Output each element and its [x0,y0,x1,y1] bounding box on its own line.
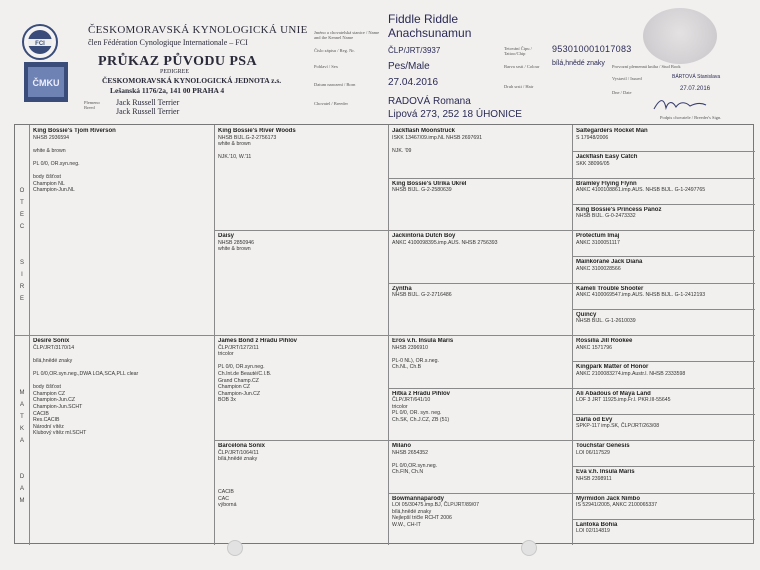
ancestor-detail: Grand Champ.CZ [218,377,259,384]
ancestor-name: King Bossie's River Woods [218,128,296,134]
ancestor-detail: ČLP/JRT/1272/11 [218,344,259,351]
ancestor-name: Myrmidon Jack Nimbo [576,495,641,502]
ancestor-gen4 [576,443,751,465]
dob-label: Datum narození / Born [314,82,356,87]
ancestor-detail [392,456,568,463]
grid-line [572,519,755,520]
ancestor-name: King Bossie's Princess Panoz [576,206,662,213]
ancestor-name: Jackflash Easy Catch [576,154,638,161]
ancestor-detail: S 17948/2006 [576,134,609,141]
breed-label-en: Breed [84,105,95,110]
ancestor-detail: Champion CZ [218,384,251,391]
ancestor-detail: Ch.FIN, Ch.N [392,469,424,476]
ancestor-name: Desire Sonix [33,338,70,344]
ancestor-name: Barcelona Sonix [218,443,266,449]
ancestor-gen4 [576,233,751,255]
ancestor-detail: Ch.NL, Ch.B [392,364,422,371]
grid-line [572,178,755,179]
grid-line [572,283,755,284]
grid-line [572,230,755,231]
ancestor-detail [218,148,384,155]
ancestor-detail [392,141,568,148]
ancestor-gen4 [576,207,751,229]
date-value: 27.07.2016 [680,86,711,92]
ancestor-name: King Bossie's Tjom Riverson [33,128,116,134]
ancestor-gen4 [576,181,751,203]
sex-label: Pohlaví / Sex [314,64,339,69]
ancestor-gen4 [576,259,751,281]
ancestor-gen4 [576,312,751,334]
cmku-logo-text: ČMKU [32,78,60,88]
ancestor-name: Quincy [576,311,597,318]
reg-label: Číslo zápisu / Reg. Nr. [314,48,355,53]
ancestor-gen3 [392,128,568,177]
ancestor-detail: NHSB 2396910 [392,344,429,351]
breed-label [84,100,100,110]
signature-icon [650,96,710,114]
fci-cmku-logo-icon [18,22,74,106]
sex-value: Pes/Male [388,61,430,72]
ancestor-detail: NJK. '09 [392,147,412,154]
ancestor-detail: LOF 3 JRT 11925.imp.Fr.l. PKR.III-55645 [576,397,671,404]
ancestor-detail: PL 0/0, OR.syn.neg. [218,364,265,371]
ancestor-detail: Klubový vítěz ml.SCHT [33,430,87,437]
breeder-name: RADOVÁ Romana [388,96,471,107]
ancestor-name: Kameli Trouble Shooter [576,285,644,292]
ancestor-detail: NHSB BIJL. G-2-2580639 [392,187,452,194]
ancestor-detail: PL 0/0,OR.syn.neg.,DWA LOA,SCA,PLL clear [33,370,139,377]
chip-value: 953010001017083 [552,44,632,54]
ancestor-detail: LOI 02/114819 [576,528,610,535]
ancestor-gen1 [33,338,210,544]
ancestor-detail: PL 0/0, OR.syn.neg. [33,160,80,167]
ancestor-name: Protectum Imaj [576,233,620,239]
ancestor-detail: ČLP/JRT/641/10 [392,397,431,404]
ancestor-gen3 [392,443,568,492]
ancestor-gen4 [576,391,751,413]
ancestor-detail: Ch.Int.de Beauté/C.I.B. [218,370,272,377]
ancestor-detail: SPKP-117 imp.SK, ČLP/JRT/263/08 [576,423,660,430]
doc-subtitle: PEDIGREE [160,69,189,75]
ancestor-detail: IS 52941/2005, ANKC 2100065337 [576,502,658,509]
ancestor-gen2 [218,233,384,334]
ancestor-detail: PL 0/0,OR.syn.neg. [392,462,438,469]
ancestor-detail: ANKC 4100069547.imp.AUS. NHSB BIJL. G-1-2412193 [576,292,706,299]
breed-label-cz: Plemeno [84,100,100,105]
ancestor-name: Ali Abadous of Maya Land [576,390,651,397]
ancestor-detail: Champion-Jun.CZ [33,397,76,404]
ancestor-gen2 [218,443,384,544]
studbook-label: Provozní plemenná kniha / Stud Book [612,64,681,69]
ancestor-name: James Bond z Hradu Pihlov [218,338,298,344]
ancestor-detail: ISKK 13467/09.imp.NL NHSB 2697691 [392,134,483,141]
ancestor-detail: Champion-Jun.NL [33,187,75,194]
ancestor-gen4 [576,286,751,308]
ancestor-gen3 [392,181,568,230]
ancestor-detail [33,141,210,148]
dog-name-1: Fiddle Riddle [388,12,459,26]
ancestor-detail: ANKC 4100108861.imp.AUS. NHSB BIJL. G-1-2497765 [576,187,706,194]
side-label-dam: M A T K A D A M [19,390,25,504]
ancestor-name: Kingpark Matter of Honor [576,364,649,371]
grid-line [572,493,755,494]
ancestor-gen3 [392,391,568,440]
ancestor-gen2 [218,338,384,439]
name-label: Jméno a chovatelská stanice / Name and the Kennel Name [314,30,380,40]
ancestor-gen3 [392,286,568,335]
ancestor-gen3 [392,233,568,282]
ancestor-detail: ČLP/JRT/3170/14 [33,344,75,351]
ancestor-detail: Národní vítěz [33,423,64,430]
date-label: Dne / Date [612,90,632,95]
ancestor-detail: CACIB [218,489,234,496]
grid-line [572,388,755,389]
ancestor-detail: ANKC 2100083274.imp.Austr.l. NHSB 2333598 [576,370,686,377]
grid-line [572,204,755,205]
ancestor-detail: NHSB 2654352 [392,449,429,456]
grid-line [572,335,755,336]
ancestor-detail: LOI 06/117529 [576,449,610,456]
breeder-label: Chovatel / Breeder [314,101,348,106]
ancestor-detail: CACIB [33,410,49,417]
breed-value [116,98,179,116]
color-value: bílá,hnědé znaky [552,60,605,67]
ancestor-detail [218,483,384,490]
ancestor-detail: NHSB 2850946 [218,239,255,246]
ancestor-detail: bílá,hnědé znaky [392,508,432,515]
dog-name-2: Anachsunamun [388,26,472,40]
ancestor-name: Bowmannaparody [392,495,445,502]
pedigree-table [14,124,754,544]
ancestor-detail: NJK.'10, W.'11 [218,154,252,161]
ancestor-gen2 [218,128,384,229]
grid-line [572,309,755,310]
issued-label: Vystavil / Issued [612,76,642,81]
ancestor-detail [33,364,210,371]
ancestor-gen4 [576,496,751,518]
ancestor-name: Milano [392,443,411,449]
ancestor-detail [33,168,210,175]
ancestor-name: Daisy [218,233,235,239]
ancestor-detail [218,358,384,365]
ancestor-name: Jackflash Moonstruck [392,128,456,134]
org-member: člen Fédération Cynologique Internationale – FCI [88,38,248,47]
grid-line [15,335,29,336]
grid-line [572,440,755,441]
ancestor-name: Jackintoria Dutch Boy [392,233,456,239]
ancestor-detail: NHSB BIJL.G-2-2756173 [218,134,277,141]
ancestor-name: Zyntha [392,285,412,292]
ancestor-detail: body čišťost [33,174,61,181]
ancestor-name: Eros v.h. Insula Maris [392,338,454,344]
grid-line [572,256,755,257]
issued-value: BÁRTOVÁ Stanislava [672,74,721,80]
breed-value-en: Jack Russell Terrier [116,107,180,116]
breeder-address: Lipová 273, 252 18 ÚHONICE [388,109,522,120]
ancestor-detail [33,378,210,385]
ancestor-detail: ANKC 3100028566 [576,265,621,272]
ancestor-detail: Champion CZ [33,390,66,397]
ancestor-detail: Res.CACIB [33,417,60,424]
ancestor-detail: body čišťost [33,384,61,391]
doc-title: PRŮKAZ PŮVODU PSA [98,54,257,69]
ancestor-detail: výborná [218,502,237,509]
ancestor-name: Bramley Flying Flynn [576,180,637,187]
ancestor-detail: ANKC 1571796 [576,344,613,351]
ancestor-name: Mainkorane Jack Diana [576,259,643,266]
reg-value: ČLP/JRT/3937 [388,46,441,55]
official-stamp-icon [643,8,717,64]
ancestor-detail: white & brown [33,147,66,154]
ancestor-name: Eva v.h. Insula Maris [576,469,635,476]
ancestor-gen1 [33,128,210,334]
ancestor-gen3 [392,496,568,545]
fci-logo-text: FCI [35,41,45,47]
ancestor-gen4 [576,154,751,176]
ancestor-detail: ČLP/JRT/1064/11 [218,449,259,456]
ancestor-gen4 [576,338,751,360]
ancestor-gen3 [392,338,568,387]
punch-hole [227,540,243,556]
ancestor-detail: PL-0 NL), OR.s.neg. [392,357,439,364]
ancestor-detail: LOI 05/30475.imp.BJ, ČLP/JRT/89/07 [392,502,479,509]
club-address: Lešanská 1176/2a, 141 00 PRAHA 4 [110,86,225,95]
ancestor-name: Rossilia Jill Rookee [576,338,633,344]
ancestor-name: King Bossie's Ulrika Ukrel [392,180,467,187]
punch-hole [521,540,537,556]
ancestor-detail: bílá,hnědé znaky [218,456,258,463]
ancestor-gen4 [576,364,751,386]
ancestor-detail [33,154,210,161]
ancestor-detail [218,469,384,476]
ancestor-detail: bílá,hnědé znaky [33,357,73,364]
ancestor-name: Lantoka Bohia [576,521,618,528]
signature-label: Podpis chovatele / Breeder's Sign. [660,115,722,120]
grid-line [572,414,755,415]
ancestor-detail [218,463,384,470]
ancestor-detail: NHSB BIJL. G-0-2473332 [576,213,636,220]
ancestor-detail: white & brown [218,141,251,148]
ancestor-detail: BOB 3x [218,397,236,404]
ancestor-gen4 [576,522,751,544]
side-label-sire: O T E C S I R E [19,188,25,302]
ancestor-name: Saltegarders Rocket Man [576,128,648,134]
ancestor-detail [33,351,210,358]
ancestor-detail: CAC [218,495,229,502]
ancestor-detail: Champion-Jun.SCHT [33,403,83,410]
ancestor-detail: NHSB BIJL. G-1-2610039 [576,318,636,325]
ancestor-detail: NHSB 2936594 [33,134,70,141]
ancestor-detail: Champion NL [33,180,65,187]
ancestor-detail: NHSB BIJL. G-2-2716486 [392,292,452,299]
ancestor-gen4 [576,469,751,491]
chip-label: Tetování Čipu / Tattoo/Chip [504,46,532,56]
ancestor-detail: NHSB 2398911 [576,475,612,482]
club-name: ČESKOMORAVSKÁ KYNOLOGICKÁ JEDNOTA z.s. [102,76,282,85]
ancestor-detail: white & brown [218,246,251,253]
ancestor-detail [392,351,568,358]
ancestor-name: Touchstar Genesis [576,443,630,449]
ancestor-gen4 [576,128,751,150]
ancestor-detail [218,476,384,483]
ancestor-detail: tricolor [392,403,408,410]
ancestor-detail: W.W., CH-IT [392,521,421,528]
grid-line [572,151,755,152]
color-label: Barva srsti / Colour [504,64,540,69]
ancestor-detail: Ch.SK, Ch.J.CZ, ZB (51) [392,416,450,423]
ancestor-detail: ANKC 4100098395.imp.AUS. NHSB 2756393 [392,239,498,246]
breed-value-cz: Jack Russell Terrier [116,98,180,107]
dob-value: 27.04.2016 [388,77,439,88]
hair-label: Druh srsti / Hair [504,84,534,89]
ancestor-detail: tricolor [218,351,234,358]
ancestor-detail: Nejlepší tričle RCHT 2006 [392,515,452,522]
ancestor-detail: SKK 38096/05 [576,160,610,167]
grid-line [572,361,755,362]
org-name: ČESKOMORAVSKÁ KYNOLOGICKÁ UNIE [88,24,308,36]
ancestor-gen4 [576,417,751,439]
ancestor-name: Darla od Evy [576,416,613,423]
ancestor-name: Hitka z Hradu Pihlov [392,390,451,397]
ancestor-detail: Champion-Jun.CZ [218,390,261,397]
grid-line [572,466,755,467]
ancestor-detail: PL 0/0, OR. syn. neg. [392,410,442,417]
ancestor-detail: ANKC 3100051117 [576,239,620,246]
